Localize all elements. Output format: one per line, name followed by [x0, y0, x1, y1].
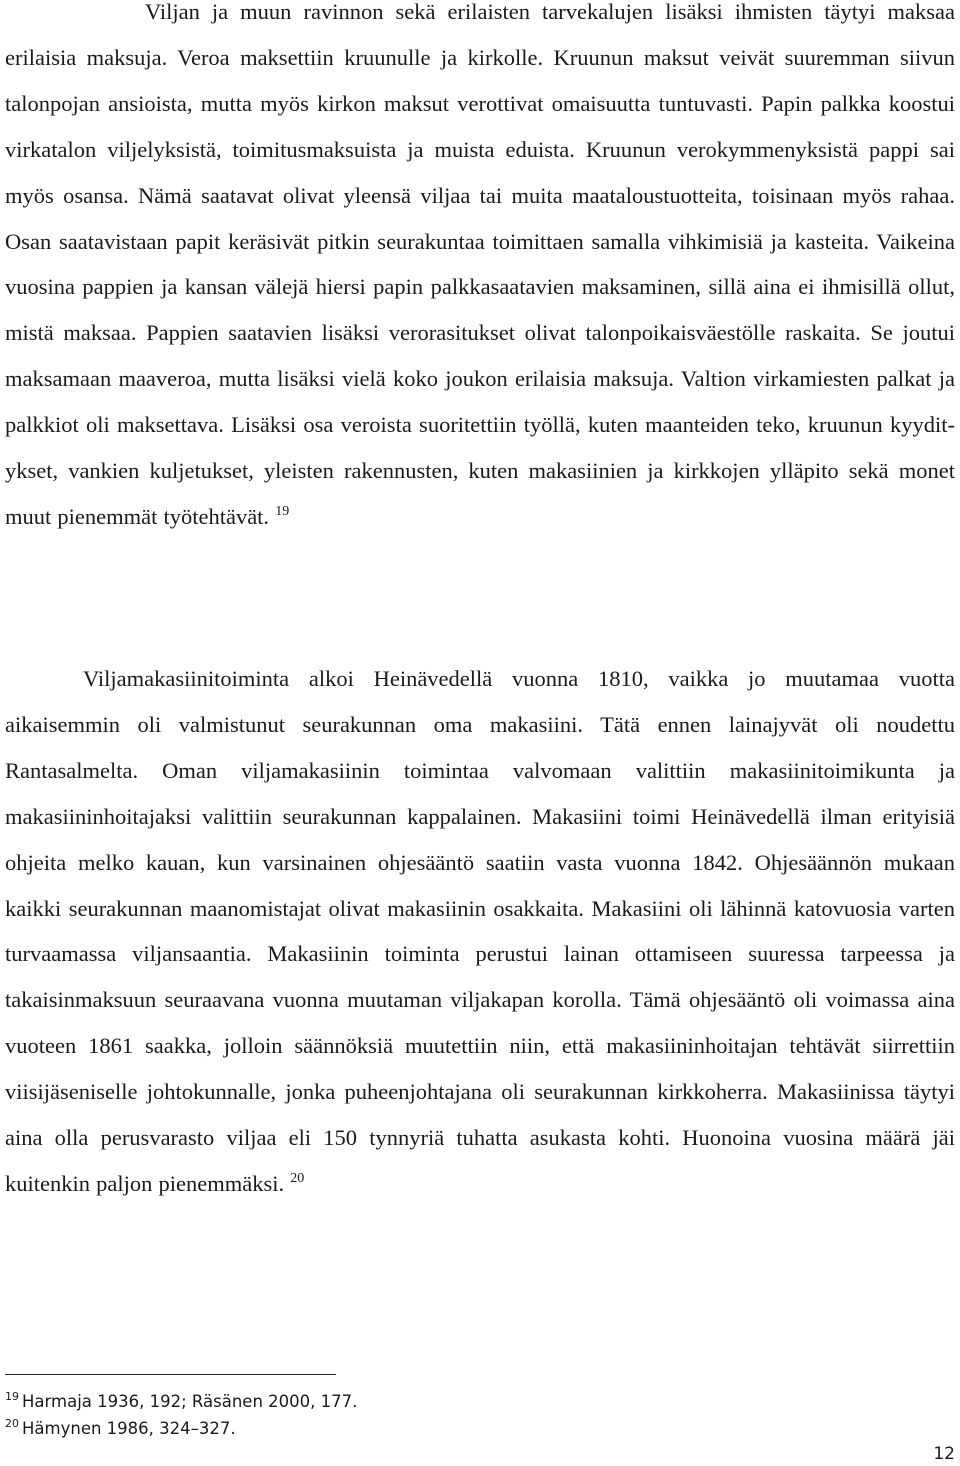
footnote-separator	[5, 1374, 336, 1375]
paragraph-2-text: Viljamakasiinitoiminta alkoi Heinävedellä vuonna 1810, vaikka jo muutamaa vuotta aikaisemmin oli valmistunut seurakunnan oma makasiini. Tätä ennen lainajyvät oli noudettu Rantasalmelta. Oman viljamakasiinin toimintaa valvomaan valittiin makasiinitoimikunta ja makasiininhoitajaksi valittiin seurakunnan kappalainen. Makasiini toimi Heinävedellä ilman erityisiä ohjeita melko kauan, kun varsinainen ohjesääntö saatiin vasta vuonna 1842. Ohjesäännön mukaan kaikki seurakunnan maanomistajat olivat makasiinin osakkaita. Makasiini oli lähinnä katovuosia varten turvaamassa viljansaantia. Makasiinin toiminta perustui lainan ottamiseen suuressa tarpeessa ja takaisinmaksuun seuraavana vuonna muutaman viljakapan korolla. Tämä ohjesääntö oli voimassa aina vuoteen 1861 saakka, jolloin säännöksiä muutettiin niin, että makasiininhoitajan tehtävät siirrettiin viisijäseniselle johtokunnalle, jonka puheenjohtajana oli seurakunnan kirkkoherra. Makasiinissa täytyi aina olla perusvarasto viljaa eli 150 tynnyriä tuhatta asukasta kohti. Huonoina vuosina määrä jäi kuitenkin paljon pienemmäksi.	[5, 666, 955, 1196]
body-paragraph-1	[5, 0, 955, 540]
body-paragraph-2	[5, 656, 955, 1207]
footnote-number: 19	[5, 1390, 19, 1403]
footnote-text: Hämynen 1986, 324–327.	[22, 1419, 236, 1438]
footnote-number: 20	[5, 1417, 19, 1430]
footnote-ref-20[interactable]: 20	[290, 1170, 305, 1186]
page-number: 12	[933, 1444, 955, 1464]
footnote-ref-19[interactable]: 19	[275, 503, 290, 519]
footnote-19	[5, 1391, 357, 1413]
paragraph-1-text: Viljan ja muun ravinnon sekä erilaisten tarvekalujen lisäksi ihmisten täytyi maksaa erilaisia maksuja. Veroa maksettiin kruunulle ja kirkolle. Kruunun maksut veivät suuremman siivun talonpojan ansioista, mutta myös kirkon maksut verottivat omaisuutta tuntuvasti. Papin palkka koostui virkatalon viljelyksistä, toimitusmaksuista ja muista eduista. Kruunun verokymmenyksistä pappi sai myös osansa. Nämä saatavat olivat yleensä viljaa tai muita maataloustuotteita, toisinaan myös rahaa. Osan saatavistaan papit keräsivät pitkin seurakuntaa toimittaen samalla vihkimisiä ja kasteita. Vaikeina vuosina pappien ja kansan välejä hiersi papin palkkasaatavien maksaminen, sillä aina ei ihmisillä ollut, mistä maksaa. Pappien saatavien lisäksi verorasitukset olivat talonpoikaisväestölle raskaita. Se joutui maksamaan maaveroa, mutta lisäksi vielä koko joukon erilaisia maksuja. Valtion virkamiesten palkat ja palkkiot oli maksettava. Lisäksi osa veroista suoritettiin työllä, kuten maanteiden teko, kruunun kyyditykset, vankien kuljetukset, yleisten rakennusten, kuten makasiinien ja kirkkojen ylläpito sekä monet muut pienemmät työtehtävät.	[5, 0, 955, 529]
footnote-20	[5, 1418, 236, 1440]
footnote-text: Harmaja 1936, 192; Räsänen 2000, 177.	[22, 1392, 358, 1411]
